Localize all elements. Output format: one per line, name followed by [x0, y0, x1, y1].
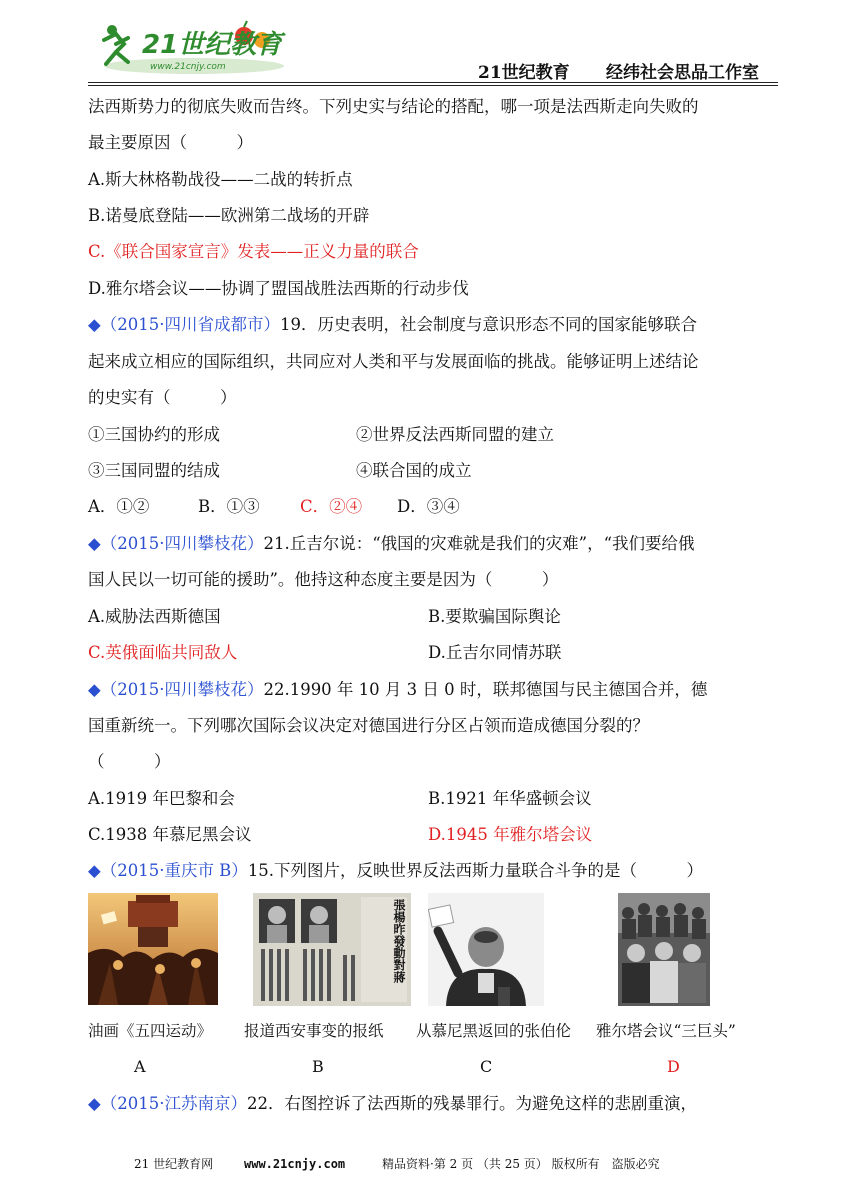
list-item: ④联合国的成立 [356, 461, 472, 480]
list-item: ③三国同盟的结成 [88, 461, 220, 480]
question-text: 的史实有（ ） [88, 388, 237, 407]
option-a: A．①② [88, 497, 150, 516]
question-text: 法西斯势力的彻底失败而告终。下列史实与结论的搭配，哪一项是法西斯走向失败的 [88, 97, 699, 116]
list-item: ②世界反法西斯同盟的建立 [356, 425, 554, 444]
newspaper-headline: 張楊昨發動對蔣 [392, 899, 406, 983]
option-b: B.1921 年华盛顿会议 [428, 789, 592, 808]
question-text: 起来成立相应的国际组织，共同应对人类和平与发展面临的挑战。能够证明上述结论 [88, 352, 699, 371]
question-text: 19．历史表明，社会制度与意识形态不同的国家能够联合 [279, 315, 697, 334]
question-text: 国重新统一。下列哪次国际会议决定对德国进行分区占领而造成德国分裂的？ [88, 716, 649, 735]
list-item: ①三国协约的形成 [88, 425, 220, 444]
question-text: 22．右图控诉了法西斯的残暴罪行。为避免这样的悲剧重演， [246, 1094, 697, 1113]
question-19 [88, 315, 697, 335]
option-d-answer: D.1945 年雅尔塔会议 [428, 825, 593, 844]
footer-site: 21 世纪教育网 [134, 1157, 214, 1171]
diamond-bullet-icon: ◆ [88, 680, 101, 699]
option-a: A.斯大林格勒战役——二战的转折点 [88, 170, 353, 189]
question-text: 15.下列图片，反映世界反法西斯力量联合斗争的是（ ） [247, 861, 704, 880]
footer-url[interactable]: www.21cnjy.com [244, 1157, 346, 1171]
option-c: C.1938 年慕尼黑会议 [88, 825, 252, 844]
logo-url: www.21cnjy.com [150, 62, 226, 72]
diamond-bullet-icon: ◆ [88, 534, 101, 553]
chamberlain-photo-image [428, 893, 544, 1006]
option-d: D．③④ [397, 497, 460, 516]
caption-d: 雅尔塔会议“三巨头” [596, 1022, 736, 1040]
xian-incident-newspaper-image [253, 893, 411, 1006]
option-a: A.1919 年巴黎和会 [88, 789, 235, 808]
question-text: 22.1990 年 10 月 3 日 0 时，联邦德国与民主德国合并，德 [263, 680, 708, 699]
question-source: （2015·四川攀枝花） [100, 680, 264, 699]
question-text: 最主要原因（ ） [88, 133, 253, 152]
caption-b: 报道西安事变的报纸 [244, 1022, 384, 1040]
option-b: B.诺曼底登陆——欧洲第二战场的开辟 [88, 206, 370, 225]
header-rule-2 [88, 85, 778, 86]
option-b: B．①③ [198, 497, 260, 516]
option-d: D.丘吉尔同情苏联 [428, 643, 562, 662]
question-text: 21.丘吉尔说：“俄国的灾难就是我们的灾难”，“我们要给俄 [263, 534, 695, 553]
header-studio: 经纬社会思品工作室 [606, 63, 759, 83]
question-22 [88, 680, 707, 700]
image-label-d-answer: D [667, 1057, 680, 1076]
diamond-bullet-icon: ◆ [88, 861, 101, 880]
footer-text: 精品资料·第 2 页 （共 25 页） 版权所有 盗版必究 [382, 1157, 660, 1171]
question-source: （2015·江苏南京） [100, 1094, 247, 1113]
question-source: （2015·重庆市 B） [100, 861, 248, 880]
header-site: 21世纪教育 [478, 63, 570, 83]
caption-a: 油画《五四运动》 [88, 1022, 213, 1040]
image-label-a: A [134, 1057, 146, 1076]
question-22-nanjing [88, 1094, 697, 1114]
option-b: B.要欺骗国际舆论 [428, 607, 561, 626]
image-label-c: C [480, 1057, 493, 1076]
option-c-answer: C.英俄面临共同敌人 [88, 643, 238, 662]
question-text: （ ） [88, 752, 171, 771]
caption-c: 从慕尼黑返回的张伯伦 [416, 1022, 572, 1040]
yalta-conference-photo-image [618, 893, 710, 1006]
header-rule [88, 82, 778, 83]
question-21 [88, 534, 695, 554]
diamond-bullet-icon: ◆ [88, 1094, 101, 1113]
option-a: A.威胁法西斯德国 [88, 607, 221, 626]
question-source: （2015·四川省成都市） [100, 315, 280, 334]
option-c-answer: C．②④ [300, 497, 363, 516]
option-d: D.雅尔塔会议——协调了盟国战胜法西斯的行动步伐 [88, 279, 469, 298]
may-fourth-painting-image [88, 893, 218, 1005]
diamond-bullet-icon: ◆ [88, 315, 101, 334]
question-text: 国人民以一切可能的援助”。他持这种态度主要是因为（ ） [88, 570, 559, 589]
question-source: （2015·四川攀枝花） [100, 534, 264, 553]
question-15 [88, 861, 703, 881]
option-c-answer: C.《联合国家宣言》发表——正义力量的联合 [88, 242, 419, 261]
image-label-b: B [312, 1057, 324, 1076]
logo-text: 21世纪教育 [142, 30, 283, 60]
